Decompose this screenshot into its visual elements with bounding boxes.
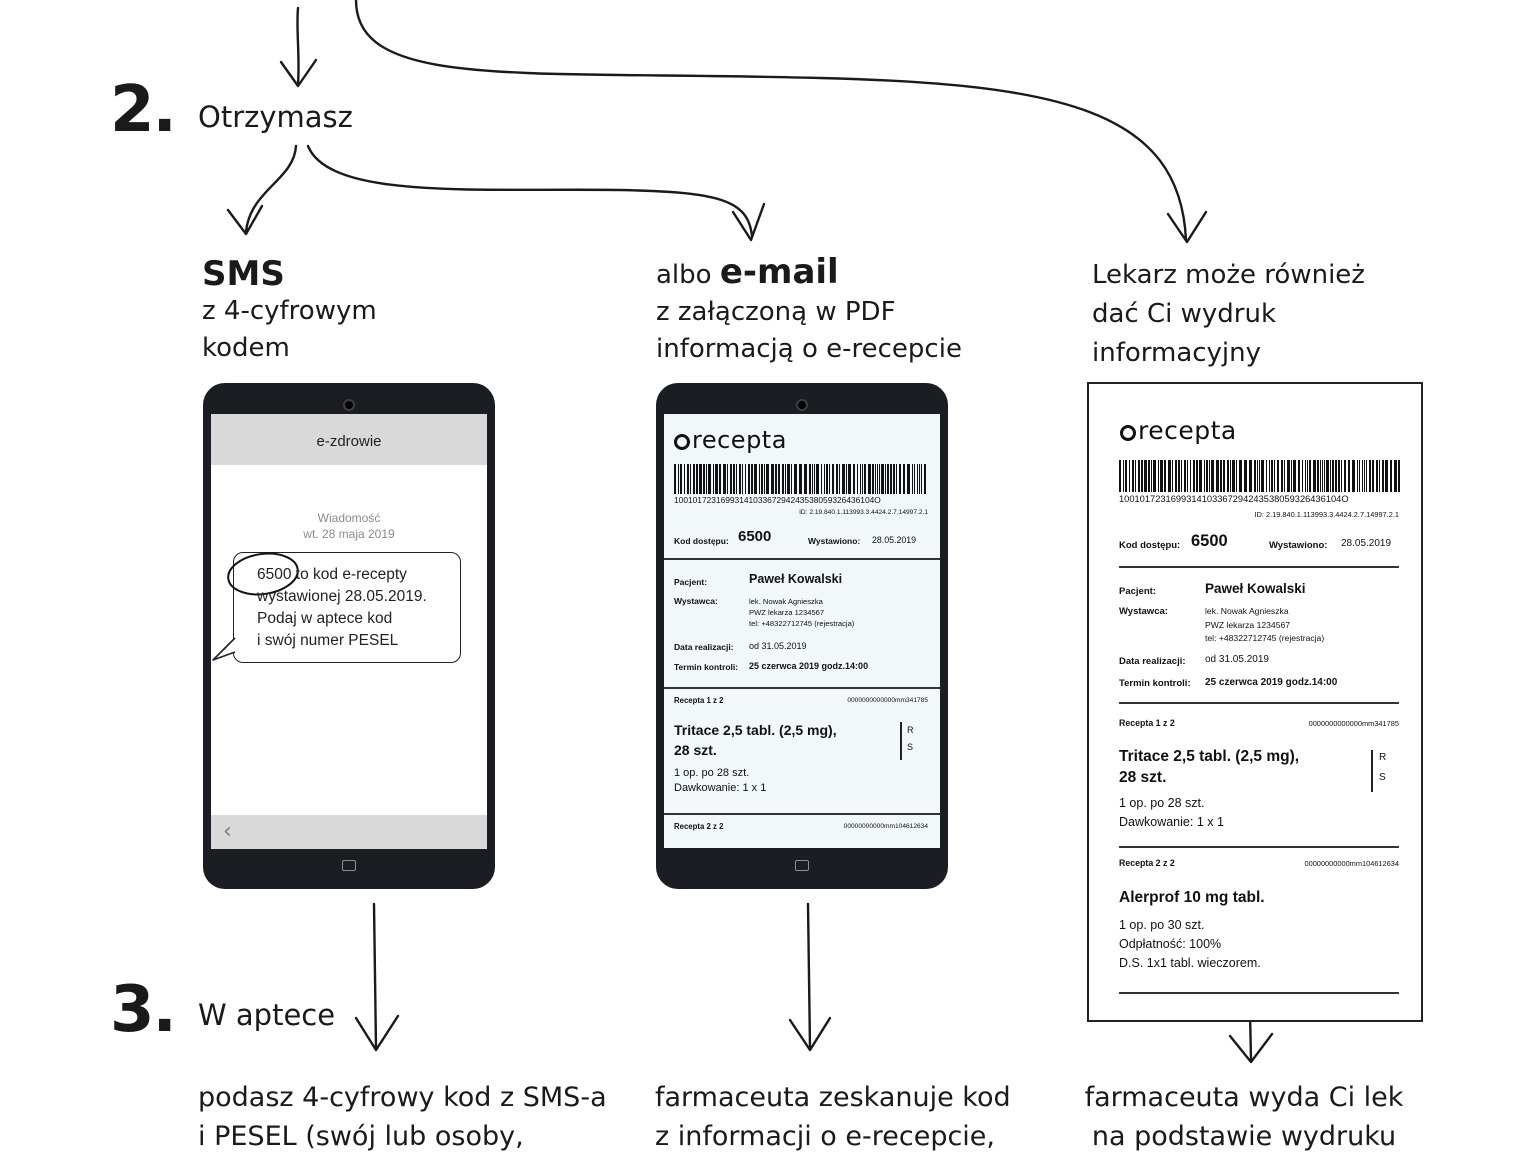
sms-desc-line2: kodem [202,333,290,363]
rx1-id: 0000000000000mm341785 [847,697,928,704]
step-3-number: 3. [110,973,175,1047]
barcode-number: 1001017231699314103367294243538059326436104O [1119,494,1349,504]
issued-label: Wystawiono: [1269,540,1328,551]
rx1-detail1: 1 op. po 28 szt. [674,767,750,779]
rx1-label: Recepta 1 z 2 [674,696,724,705]
issuer-line1: lek. Nowak Agnieszka [1205,606,1289,616]
email-title: e-mail [719,252,839,292]
step-3-title: W aptece [198,998,336,1032]
access-code-label: Kod dostępu: [674,536,729,546]
issuer-line1: lek. Nowak Agnieszka [749,597,823,606]
patient-label: Pacjent: [674,577,708,587]
rx1-details [674,766,766,796]
control-value: 25 czerwca 2019 godz.14:00 [1205,677,1338,688]
barcode-number: 1001017231699314103367294243538059326436104O [674,495,881,505]
realization-label: Data realizacji: [674,642,734,652]
camera-icon [796,399,808,411]
recepta-printout [1087,382,1423,1022]
rx1-detail1: 1 op. po 28 szt. [1119,796,1205,810]
arrow-down-icon [297,8,298,84]
issued-date: 28.05.2019 [1341,538,1392,549]
rx1-drug-line1: Tritace 2,5 tabl. (2,5 mg), [674,722,837,738]
bottom-print-text [1080,1078,1408,1156]
issuer-line2: PWZ lekarza 1234567 [749,608,825,617]
sms-app-header: e-zdrowie [211,414,487,465]
recepta-logo-icon [1120,416,1237,445]
sms-meta-label: Wiadomość [317,511,381,525]
rx1-drug-line2: 28 szt. [1119,769,1167,786]
rx1-detail2: Dawkowanie: 1 x 1 [674,782,767,794]
issuer-label: Wystawca: [1119,606,1168,617]
rx1-id: 0000000000000mm341785 [1308,719,1399,728]
issuer-label: Wystawca: [674,596,718,606]
back-chevron-icon[interactable]: ‹ [223,819,232,844]
camera-icon [343,399,355,411]
rx1-details [1119,794,1224,832]
recepta-logo-text: recepta [692,426,787,454]
sms-message-line2: wystawionej 28.05.2019. [257,588,427,605]
print-desc-line1: Lekarz może również [1092,260,1365,290]
issuer-line3: tel: +48322712745 (rejestracja) [749,619,855,628]
rx1-r: R [907,725,914,735]
step-2-number: 2. [110,73,175,147]
email-phone [656,383,948,889]
arrow-down-icon [356,0,1186,240]
rx2-id: 00000000000mm104612634 [1304,859,1399,868]
bottom-sms-line2: i PESEL (swój lub osoby, [198,1121,524,1152]
patient-name: Paweł Kowalski [1205,581,1306,596]
rx1-drug [1119,746,1299,788]
email-prefix: albo [656,260,720,290]
divider [1119,566,1399,568]
rx1-r: R [1379,752,1387,763]
rx1-label: Recepta 1 z 2 [1119,718,1175,728]
realization-label: Data realizacji: [1119,656,1186,667]
rx2-drug: Alerprof 10 mg tabl. [1119,889,1265,906]
bottom-sms-text [198,1078,607,1156]
home-button-icon[interactable] [342,860,356,871]
bottom-sms-line1: podasz 4-cyfrowy kod z SMS-a [198,1082,607,1113]
rx1-rs [907,722,914,756]
patient-name: Paweł Kowalski [749,572,843,586]
arrow-down-icon [374,904,376,1048]
rx1-detail2: Dawkowanie: 1 x 1 [1119,815,1224,829]
step-2-title: Otrzymasz [198,100,353,134]
realization-value: od 31.05.2019 [1205,654,1269,665]
divider [1119,702,1399,704]
rx1-s: S [907,742,914,752]
control-label: Termin kontroli: [1119,678,1191,689]
rx1-drug [674,720,837,760]
print-desc-line2: dać Ci wydruk [1092,299,1277,329]
email-desc-line1: z załączoną w PDF [656,297,896,327]
print-desc-line3: informacyjny [1092,338,1262,368]
divider [664,813,940,815]
access-code: 6500 [1191,532,1228,550]
sms-heading [202,256,377,367]
control-value: 25 czerwca 2019 godz.14:00 [749,661,869,671]
bottom-print-line1: farmaceuta wyda Ci lek [1084,1082,1404,1113]
recepta-id: ID: 2.19.840.1.113993.3.4424.2.7.14997.2.1 [1254,510,1399,519]
sms-message [257,564,467,652]
issuer-line3: tel: +48322712745 (rejestracja) [1205,633,1325,643]
issued-label: Wystawiono: [808,536,861,546]
arrow-down-icon [808,904,810,1048]
rs-bar [900,722,902,760]
home-button-icon[interactable] [795,860,809,871]
arrow-down-icon [308,146,752,236]
email-heading [656,254,962,368]
bottom-email-line1: farmaceuta zeskanuje kod [655,1082,1011,1113]
sms-desc-line1: z 4-cyfrowym [202,296,377,326]
divider [1119,846,1399,848]
sms-message-line1: to kod e-recepty [291,566,407,583]
sms-title: SMS [202,254,285,294]
issuer-info [1205,605,1324,646]
rx2-label: Recepta 2 z 2 [1119,858,1175,868]
bottom-print-line2: na podstawie wydruku [1091,1121,1397,1152]
recepta-id: ID: 2.19.840.1.113993.3.4424.2.7.14997.2.1 [799,509,928,516]
recepta-logo-text: recepta [1138,416,1237,445]
bottom-email-line2: z informacji o e-recepcie, [655,1121,996,1152]
sms-message-line4: i swój numer PESEL [257,632,399,649]
control-label: Termin kontroli: [674,662,739,672]
rx1-drug-line2: 28 szt. [674,742,717,758]
issuer-line2: PWZ lekarza 1234567 [1205,619,1291,630]
access-code: 6500 [738,528,772,545]
divider [664,558,940,560]
rx2-detail2: Odpłatność: 100% [1119,937,1222,951]
rx2-detail1: 1 op. po 30 szt. [1119,918,1205,932]
access-code-label: Kod dostępu: [1119,540,1181,551]
rx1-drug-line1: Tritace 2,5 tabl. (2,5 mg), [1119,748,1300,765]
rx1-rs [1379,748,1386,788]
rx2-details [1119,916,1261,973]
divider [1119,992,1399,994]
issuer-info [749,596,854,629]
rx2-detail3: D.S. 1x1 tabl. wieczorem. [1119,956,1261,970]
sms-message-line3: Podaj w aptece kod [257,610,393,627]
recepta-logo-icon [674,426,787,454]
email-desc-line2: informacją o e-recepcie [656,334,962,364]
sms-code: 6500 [257,566,292,583]
sms-screen [211,414,487,849]
rs-bar [1371,750,1373,792]
barcode-icon [1119,460,1403,492]
email-recepta-screen [664,414,940,848]
barcode-icon [674,464,928,494]
rx2-label: Recepta 2 z 2 [674,822,724,831]
sms-meta-date: wt. 28 maja 2019 [303,527,395,541]
print-heading [1092,256,1365,373]
sms-footer [211,815,487,849]
divider [664,687,940,689]
bottom-email-text [655,1078,1011,1156]
realization-value: od 31.05.2019 [749,641,807,651]
rx1-s: S [1379,772,1386,783]
patient-label: Pacjent: [1119,586,1156,597]
issued-date: 28.05.2019 [872,535,917,545]
rx2-id: 00000000000mm104612634 [843,823,928,830]
sms-phone [203,383,495,889]
